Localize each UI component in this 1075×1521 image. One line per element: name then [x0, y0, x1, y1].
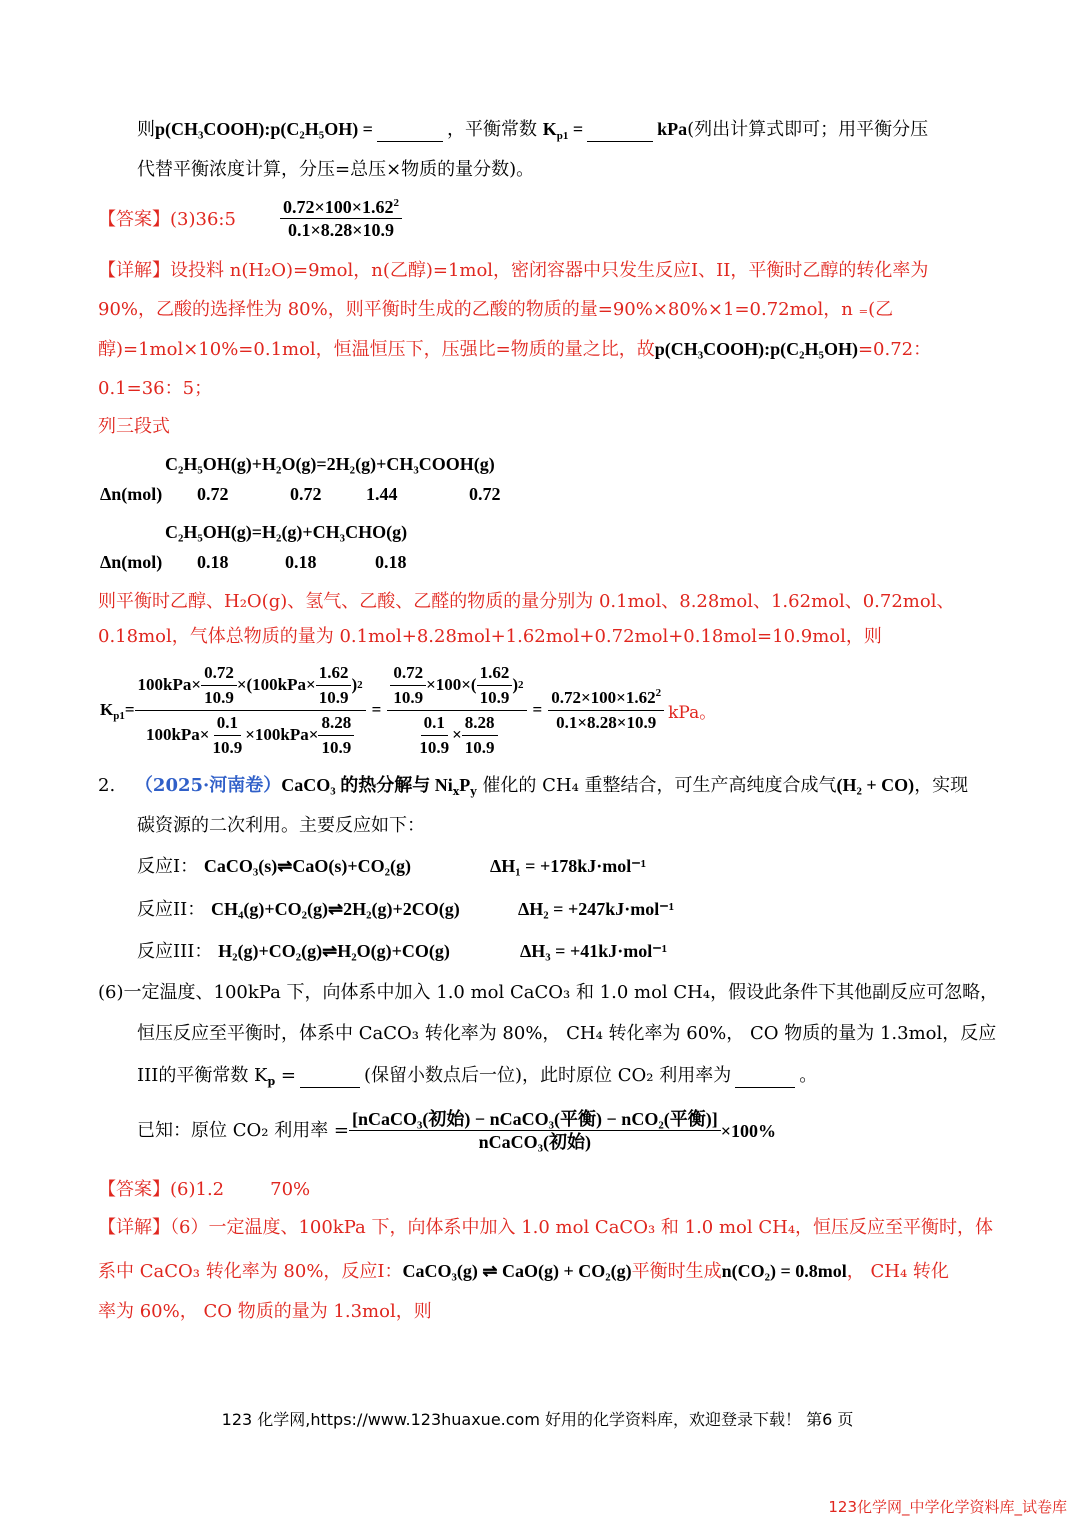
site-watermark: 123化学网_中学化学资料库_试卷库 — [828, 1498, 1067, 1516]
q2-detail-l3: 率为 60%， CO 物质的量为 1.3mol，则 — [98, 1301, 432, 1322]
q1-detail-l5: 列三段式 — [98, 416, 170, 437]
reaction-2-dh: ΔH₂ = +247kJ·mol⁻¹ — [518, 899, 675, 919]
q1-detail-l3: 醇)=1mol×10%=0.1mol，恒温恒压下，压强比=物质的量之比，故p(CH₃COOH):p(C₂H₅OH)=0.72： — [98, 339, 932, 360]
q1-ratio-line: 则p(CH₃COOH):p(C₂H₅OH) = ，平衡常数 $K_{p1} = kPa$(列出计算式即可；用平衡分压 — [137, 119, 929, 142]
eq2-val-1: 0.18 — [285, 552, 317, 572]
q1-detail-l2: 90%，乙酸的选择性为 80%，则平衡时生成的乙酸的物质的量=90%×80%×1=0.72mol，n ₌(乙 — [98, 299, 894, 320]
q2-intro-line1: 2. （2025·河南卷）CaCO₃ 的热分解与 $Ni_xP_y$ 催化的 CH₄ 重整结合，可生产高纯度合成气(H₂ + CO)，实现 — [98, 775, 969, 798]
eq1-val-2: 1.44 — [366, 484, 398, 504]
answer-blank-ratio[interactable] — [377, 123, 443, 142]
q1-answer: 【答案】(3)36:5 — [98, 209, 236, 230]
eq2-val-0: 0.18 — [197, 552, 229, 572]
q2-detail-l1: 【详解】（6）一定温度、100kPa 下，向体系中加入 1.0 mol CaCO₃ 和 1.0 mol CH₄，恒压反应至平衡时，体 — [98, 1217, 994, 1238]
q1-detail-l4: 0.1=36：5； — [98, 378, 213, 399]
q1-detail-l7: 0.18mol，气体总物质的量为 0.1mol+8.28mol+1.62mol+0.72mol+0.18mol=10.9mol，则 — [98, 626, 882, 647]
q2-intro-line2: 碳资源的二次利用。主要反应如下： — [137, 815, 425, 836]
q2-answer: 【答案】(6)1.2 70% — [98, 1179, 311, 1200]
eq1-val-1: 0.72 — [290, 484, 322, 504]
three-stage-eq1: C₂H₅OH(g)+H₂O(g)=2H₂(g)+CH₃COOH(g) — [165, 454, 495, 474]
q6-line2: 恒压反应至平衡时，体系中 CaCO₃ 转化率为 80%， CH₄ 转化率为 60%， CO 物质的量为 1.3mol，反应 — [137, 1023, 997, 1044]
reaction-3: 反应III： H₂(g)+CO₂(g)⇌H₂O(g)+CO(g) — [137, 941, 450, 962]
q1-answer-fraction: $\frac{0.72\times 100\times 1.62^2}{0.1\times 8.28\times 10.9}$ — [280, 196, 402, 241]
reaction-2: 反应II： CH₄(g)+CO₂(g)⇌2H₂(g)+2CO(g) — [137, 899, 460, 920]
reaction-1: 反应I： CaCO₃(s)⇌CaO(s)+CO₂(g) — [137, 856, 411, 877]
reaction-3-dh: ΔH₃ = +41kJ·mol⁻¹ — [520, 941, 668, 961]
q1-line2: 代替平衡浓度计算，分压=总压×物质的量分数)。 — [137, 159, 535, 180]
q1-detail-l6: 则平衡时乙醇、H₂O(g)、氢气、乙酸、乙醛的物质的量分别为 0.1mol、8.28mol、1.62mol、0.72mol、 — [98, 591, 955, 612]
eq1-val-3: 0.72 — [469, 484, 501, 504]
q6-line1: (6)一定温度、100kPa 下，向体系中加入 1.0 mol CaCO₃ 和 1.0 mol CH₄，假设此条件下其他副反应可忽略， — [98, 982, 999, 1003]
page-footer: 123 化学网,https://www.123huaxue.com 好用的化学资料库，欢迎登录下载！ 第6 页 — [221, 1410, 854, 1429]
q6-line3: III的平衡常数 $K_p$ = (保留小数点后一位)，此时原位 CO₂ 利用率为 。 — [137, 1065, 818, 1088]
q2-detail-l2: 系中 CaCO₃ 转化率为 80%，反应I：CaCO₃(g) ⇌ CaO(g) + CO₂(g)平衡时生成n(CO₂) = 0.8mol， CH₄ 转化 — [98, 1261, 949, 1282]
eq1-val-0: 0.72 — [197, 484, 229, 504]
eq1-row-label: Δn(mol) — [100, 484, 163, 504]
answer-blank-kp1[interactable] — [587, 123, 653, 142]
three-stage-eq2: C₂H₅OH(g)=H₂(g)+CH₃CHO(g) — [165, 522, 408, 542]
answer-blank-kp[interactable] — [300, 1069, 360, 1088]
answer-blank-utilization[interactable] — [735, 1069, 795, 1088]
known-formula: 已知：原位 CO₂ 利用率 = $\frac{\text{[nCaCO₃(初始) − nCaCO₃(平衡) − nCO₂(平衡)]}}{\text{nCaCO₃(初始)}}$ ×100% — [137, 1109, 776, 1152]
kp1-expression: $K_{p1}=$ 100kPa× $\frac{0.72}{10.9}$ ×(100kPa× $\frac{1.62}{10.9}$ ) 2 100kPa× $\frac{0.1}{10.9}$ ×100kPa× $\frac{8.28}{10.9}$ = $\frac{0.72}{10.9}$ ×100×( $\frac{1.62}{10.9}$ ) 2 $\frac{0.1}{10.9}$ × $\frac{8.28}{10.9}$ = $\frac{0.72\times 100\times 1.62^2}{0.1\times 8.28\times 10.9}$ kPa。 — [100, 662, 717, 757]
q1-detail-l1: 【详解】设投料 n(H₂O)=9mol，n(乙醇)=1mol，密闭容器中只发生反应I、II，平衡时乙醇的转化率为 — [98, 260, 929, 281]
eq2-row-label: Δn(mol) — [100, 552, 163, 572]
eq2-val-2: 0.18 — [375, 552, 407, 572]
reaction-1-dh: ΔH₁ = +178kJ·mol⁻¹ — [490, 856, 647, 876]
